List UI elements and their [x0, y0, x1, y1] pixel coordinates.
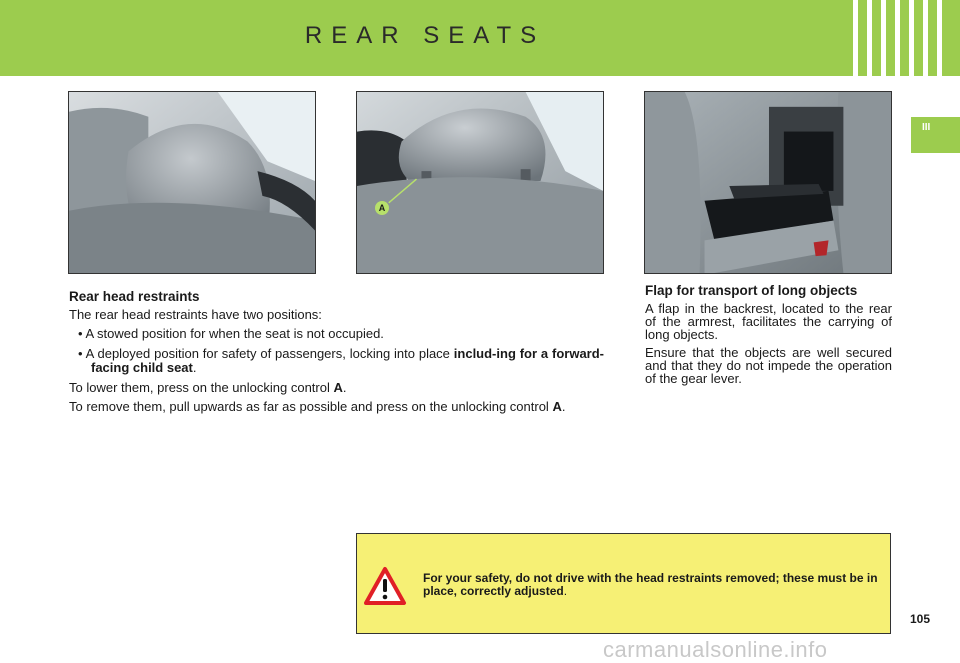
section-heading-flap: Flap for transport of long objects — [645, 283, 858, 298]
warning-triangle-icon — [363, 566, 407, 606]
flap-section — [645, 283, 892, 390]
page-number: 105 — [910, 612, 931, 626]
restraints-intro: The rear head restraints have two positions: — [69, 307, 322, 322]
bullet-stowed: • A stowed position for when the seat is not occupied. — [78, 326, 384, 341]
bullet-deployed: • A deployed position for safety of passengers, locking into place includ-ing for a forward-facing child seat. — [78, 346, 604, 375]
lower-instruction: To lower them, press on the unlocking control A. — [69, 380, 347, 395]
photo-deployed-head-restraint — [356, 91, 604, 274]
section-heading-restraints: Rear head restraints — [69, 289, 200, 304]
photo-flap-long-objects — [644, 91, 892, 274]
rear-head-restraints-section — [69, 289, 604, 419]
chapter-tab[interactable]: III — [911, 117, 960, 153]
remove-instruction: To remove them, pull upwards as far as possible and press on the unlocking control A. — [69, 399, 566, 414]
page-header — [0, 0, 960, 76]
flap-paragraph-1: A flap in the backrest, located to the rear of the armrest, facilitates the carrying of long objects. — [645, 301, 892, 342]
page-title: REAR SEATS — [304, 22, 546, 49]
callout-unlocking-control: A — [375, 201, 389, 215]
flap-paragraph-2: Ensure that the objects are well secured and that they do not impede the operation of the gear lever. — [645, 345, 892, 386]
safety-warning-text: For your safety, do not drive with the head restraints removed; these must be in place, correctly adjusted. — [423, 571, 878, 598]
photo-stowed-head-restraint — [68, 91, 316, 274]
watermark: carmanualsonline.info — [603, 637, 828, 662]
